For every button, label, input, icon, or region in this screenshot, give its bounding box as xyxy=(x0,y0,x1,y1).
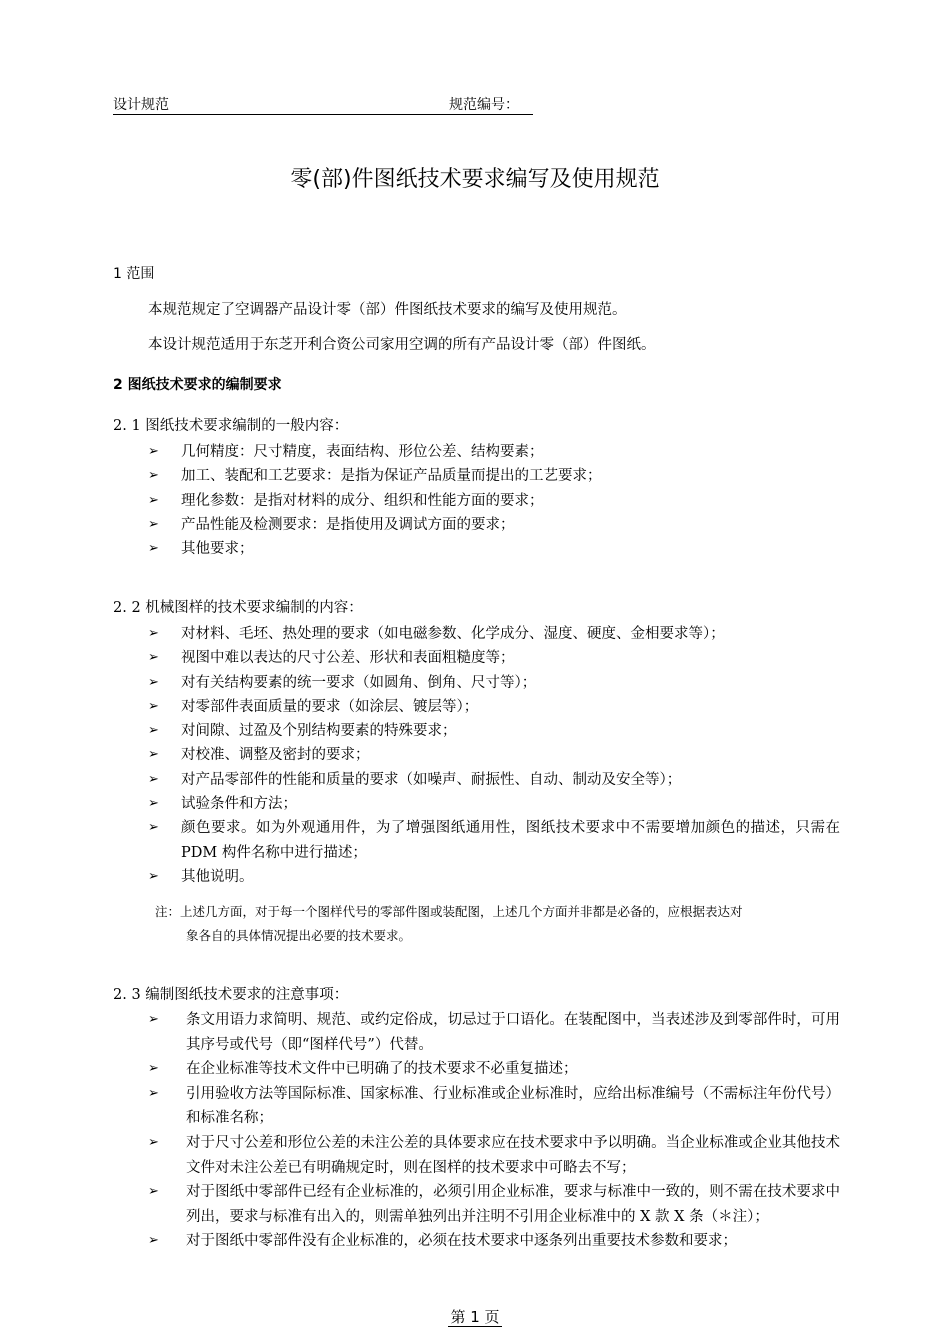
arrow-bullet-icon: ➢ xyxy=(148,626,159,641)
arrow-bullet-icon: ➢ xyxy=(148,516,159,532)
list-item: ➢ 对于尺寸公差和形位公差的未注公差的具体要求应在技术要求中予以明确。当企业标准或企业其他技术文件对未注公差已有明确规定时，则在图样的技术要求中可略去不写； xyxy=(148,1131,840,1180)
list-item: ➢ 其他说明。 xyxy=(148,865,840,889)
list-item: ➢ 理化参数：是指对材料的成分、组织和性能方面的要求； xyxy=(148,489,840,513)
arrow-bullet-icon: ➢ xyxy=(148,723,159,739)
arrow-bullet-icon: ➢ xyxy=(148,650,159,666)
document-title: 零(部)件图纸技术要求编写及使用规范 xyxy=(290,167,660,192)
arrow-bullet-icon: ➢ xyxy=(148,674,159,690)
page-number: 第 1 页 xyxy=(450,1308,500,1326)
list-item: ➢ 几何精度：尺寸精度，表面结构、形位公差、结构要素； xyxy=(148,440,840,464)
list-item: ➢ 对间隙、过盈及个别结构要素的特殊要求； xyxy=(148,719,840,743)
arrow-bullet-icon: ➢ xyxy=(148,468,159,484)
section-2-1-heading: 2. 1 图纸技术要求编制的一般内容： xyxy=(113,418,349,434)
list-item: ➢ 引用验收方法等国际标准、国家标准、行业标准或企业标准时，应给出标准编号（不需标注年份代号）和标准名称； xyxy=(148,1082,840,1131)
list-item: ➢ 颜色要求。如为外观通用件，为了增强图纸通用性，图纸技术要求中不需要增加颜色的描述，只需在 PDM 构件名称中进行描述； xyxy=(148,816,840,865)
arrow-bullet-icon: ➢ xyxy=(148,1134,159,1150)
header-doc-type: 设计规范 xyxy=(113,97,169,113)
section-2-heading: 2 图纸技术要求的编制要求 xyxy=(113,377,282,393)
note-line-2: 象各自的具体情况提出必要的技术要求。 xyxy=(186,928,412,943)
section-1-paragraph-2: 本设计规范适用于东芝开利合资公司家用空调的所有产品设计零（部）件图纸。 xyxy=(148,337,656,353)
list-item: ➢ 对于图纸中零部件已经有企业标准的，必须引用企业标准，要求与标准中一致的，则不需在技术要求中列出，要求与标准有出入的，则需单独列出并注明不引用企业标准中的 X 款 X 条（＊注）； xyxy=(148,1180,840,1229)
header-doc-number-label: 规范编号： xyxy=(449,97,519,113)
list-item: ➢ 其他要求； xyxy=(148,537,840,561)
list-item: ➢ 对有关结构要素的统一要求（如圆角、倒角、尺寸等）； xyxy=(148,671,840,695)
arrow-bullet-icon: ➢ xyxy=(148,868,159,884)
list-item: ➢ 在企业标准等技术文件中已明确了的技术要求不必重复描述； xyxy=(148,1057,840,1082)
arrow-bullet-icon: ➢ xyxy=(148,796,159,812)
list-item: ➢ 对材料、毛坯、热处理的要求（如电磁参数、化学成分、湿度、硬度、金相要求等）； xyxy=(148,622,840,646)
list-item: ➢ 对零部件表面质量的要求（如涂层、镀层等）； xyxy=(148,695,840,719)
list-item: ➢ 试验条件和方法； xyxy=(148,792,840,816)
section-2-1-list xyxy=(148,440,840,561)
list-item: ➢ 对校准、调整及密封的要求； xyxy=(148,743,840,767)
list-item: ➢ 视图中难以表达的尺寸公差、形状和表面粗糙度等； xyxy=(148,646,840,670)
arrow-bullet-icon: ➢ xyxy=(148,1233,159,1249)
section-2-3-heading: 2. 3 编制图纸技术要求的注意事项： xyxy=(113,987,349,1003)
arrow-bullet-icon: ➢ xyxy=(148,698,159,714)
arrow-bullet-icon: ➢ xyxy=(148,444,159,459)
section-2-3-list xyxy=(148,1008,840,1254)
section-1-paragraph-1: 本规范规定了空调器产品设计零（部）件图纸技术要求的编写及使用规范。 xyxy=(148,302,627,318)
arrow-bullet-icon: ➢ xyxy=(148,1012,159,1027)
section-2-2-heading: 2. 2 机械图样的技术要求编制的内容： xyxy=(113,600,363,616)
note-line-1: 注：上述几方面，对于每一个图样代号的零部件图或装配图，上述几个方面并非都是必备的，应根据表达对 xyxy=(155,904,743,919)
section-1-heading: 1 范围 xyxy=(113,266,155,282)
arrow-bullet-icon: ➢ xyxy=(148,492,159,508)
arrow-bullet-icon: ➢ xyxy=(148,820,159,836)
arrow-bullet-icon: ➢ xyxy=(148,1184,159,1200)
arrow-bullet-icon: ➢ xyxy=(148,541,159,557)
list-item: ➢ 对产品零部件的性能和质量的要求（如噪声、耐振性、自动、制动及安全等）； xyxy=(148,768,840,792)
list-item: ➢ 条文用语力求简明、规范、或约定俗成，切忌过于口语化。在装配图中，当表述涉及到零部件时，可用其序号或代号（即“图样代号”）代替。 xyxy=(148,1008,840,1057)
arrow-bullet-icon: ➢ xyxy=(148,1061,159,1077)
page-number-footer xyxy=(0,1306,950,1327)
list-item: ➢ 对于图纸中零部件没有企业标准的，必须在技术要求中逐条列出重要技术参数和要求； xyxy=(148,1229,840,1254)
list-item: ➢ 加工、装配和工艺要求：是指为保证产品质量而提出的工艺要求； xyxy=(148,464,840,488)
arrow-bullet-icon: ➢ xyxy=(148,1085,159,1101)
arrow-bullet-icon: ➢ xyxy=(148,771,159,787)
section-2-2-note xyxy=(155,900,840,948)
arrow-bullet-icon: ➢ xyxy=(148,747,159,763)
list-item: ➢ 产品性能及检测要求：是指使用及调试方面的要求； xyxy=(148,513,840,537)
page-header xyxy=(113,94,533,115)
section-2-2-list xyxy=(148,622,840,889)
